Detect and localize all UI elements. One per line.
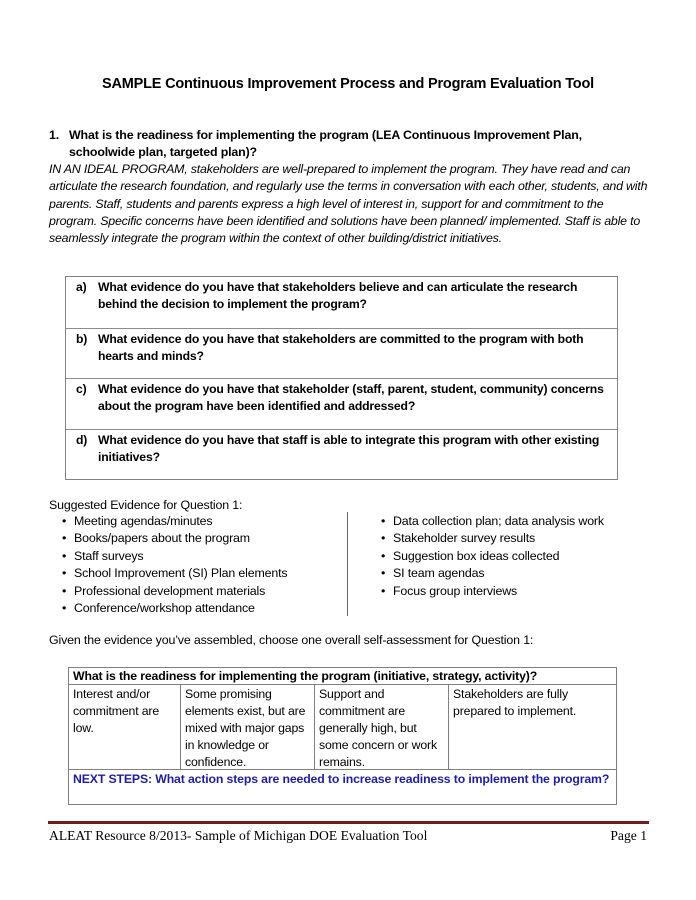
list-item: • Stakeholder survey results [381,530,604,547]
sub-question-text: What evidence do you have that stakeholder (staff, parent, student, community) concerns about the program have been identified and addressed? [98,382,604,413]
rating-level-1[interactable]: Interest and/or commitment are low. [73,687,160,735]
bullet-icon: • [381,548,386,563]
sub-question-text: What evidence do you have that stakeholders are committed to the program with both hearts and minds? [98,331,584,363]
sub-question-letter: c) [76,382,87,396]
list-item: • Focus group interviews [381,583,604,600]
bullet-icon: • [381,566,386,581]
question-text: What is the readiness for implementing the program (LEA Continuous Improvement Plan, schoolwide plan, targeted plan)? [69,128,582,159]
bullet-icon: • [62,566,67,581]
list-item: • Conference/workshop attendance [62,600,287,617]
bullet-icon: • [62,514,67,528]
sub-question-letter: a) [76,280,87,294]
evidence-list-left [62,513,287,617]
list-item: • Suggestion box ideas collected [381,548,604,565]
bullet-icon: • [62,531,67,546]
question-heading [49,127,649,161]
bullet-icon: • [62,583,67,598]
rating-level-3[interactable]: Support and commitment are generally high, but some concern or work remains. [314,685,448,769]
page-number: Page 1 [610,828,647,843]
footer-divider [48,821,649,824]
sub-question-row[interactable] [66,277,617,328]
sub-question-letter: d) [76,432,88,447]
sub-question-row[interactable] [66,429,617,480]
rating-levels-row [69,685,616,770]
evidence-list-right [381,513,604,600]
sub-question-letter: b) [76,331,88,346]
self-assessment-instruction: Given the evidence you’ve assembled, choose one overall self-assessment for Question 1: [49,633,534,647]
list-item: • SI team agendas [381,565,604,582]
list-item: • Meeting agendas/minutes [62,513,287,530]
list-item: • School Improvement (SI) Plan elements [62,565,287,582]
bullet-icon: • [381,583,386,598]
bullet-icon: • [62,548,67,563]
self-assessment-table [68,667,617,805]
sub-question-row[interactable] [66,328,617,379]
question-number: 1. [49,128,60,142]
bullet-icon: • [62,601,67,616]
sub-question-row[interactable] [66,378,617,429]
list-item: • Staff surveys [62,548,287,565]
sub-question-text: What evidence do you have that stakeholders believe and can articulate the research behind the decision to implement the program? [98,280,578,311]
bullet-icon: • [381,514,386,528]
suggested-evidence-label: Suggested Evidence for Question 1: [49,498,243,512]
rating-level-2[interactable]: Some promising elements exist, but are mixed with major gaps in knowledge or confidence. [180,685,314,769]
footer-source: ALEAT Resource 8/2013- Sample of Michigan DOE Evaluation Tool [49,828,428,843]
bullet-icon: • [381,531,386,546]
sub-question-text: What evidence do you have that staff is able to integrate this program with other existing initiatives? [98,432,600,464]
rating-table-header: What is the readiness for implementing the program (initiative, strategy, activity)? [69,668,616,685]
sub-questions-table [65,276,618,480]
rating-level-4[interactable]: Stakeholders are fully prepared to implement. [448,685,616,769]
column-divider [347,512,348,616]
document-title: SAMPLE Continuous Improvement Process and Program Evaluation Tool [102,76,594,92]
ideal-program-description: IN AN IDEAL PROGRAM, stakeholders are well-prepared to implement the program. They have read and can articulate the research foundation, and regularly use the terms in conversation with each other, students, and with parents. Staff, students and parents express a high level of interest in, support for and commitment to the program. Specific concerns have been identified and solutions have been planned/ implemented. Staff is able to seamlessly integrate the program within the context of other building/district initiatives. [49,162,648,246]
list-item: • Professional development materials [62,583,287,600]
next-steps-field[interactable]: NEXT STEPS: What action steps are needed to increase readiness to implement the program? [73,772,610,786]
list-item: • Books/papers about the program [62,530,287,547]
list-item: • Data collection plan; data analysis work [381,513,604,530]
